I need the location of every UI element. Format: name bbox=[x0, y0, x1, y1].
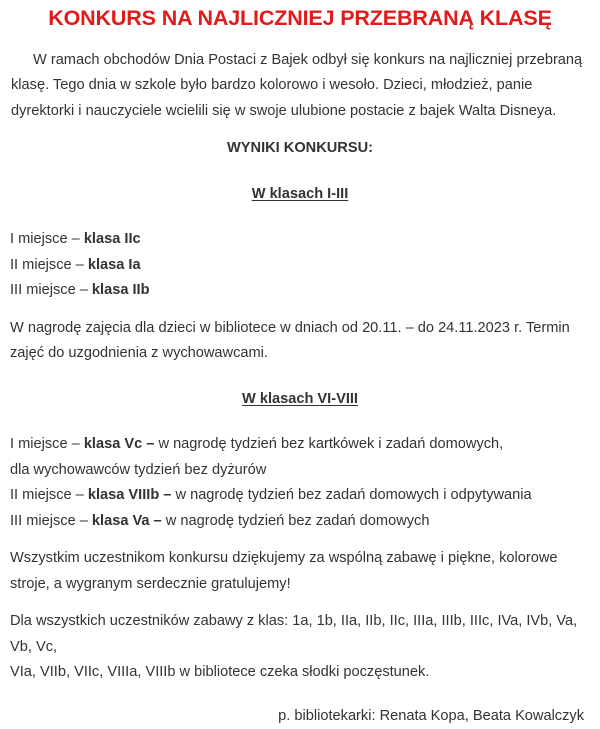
result-continuation-row bbox=[10, 458, 590, 484]
intro-paragraph: W ramach obchodów Dnia Postaci z Bajek odbył się konkurs na najliczniej przebraną klasę. Tego dnia w szkole było bardzo kolorowo i wesoło. Dzieci, młodzież, panie dyrektorki i nauczyciele wcielili się w swoje ulubione postacie z bajek Walta Disneya. bbox=[11, 51, 583, 119]
treat-line-1: Dla wszystkich uczestników zabawy z klas: 1a, 1b, IIa, IIb, IIc, IIIa, IIIb, IIIc, IVa, IVb, Va, Vb, Vc, bbox=[10, 613, 578, 655]
closing-thanks: Wszystkim uczestnikom konkursu dziękujemy za wspólną zabawę i piękne, kolorowe stroje, a wygranym serdecznie gratulujemy! bbox=[10, 550, 558, 592]
spacer bbox=[10, 412, 590, 432]
result-continuation: dla wychowawców tydzień bez dyżurów bbox=[10, 461, 267, 478]
spacer bbox=[10, 162, 590, 182]
spacer bbox=[10, 534, 590, 546]
result-place: III miejsce – bbox=[10, 282, 92, 299]
result-detail: w nagrodę tydzień bez zadań domowych i odpytywania bbox=[175, 487, 532, 504]
section-heading-secondary bbox=[10, 387, 590, 413]
result-class: klasa Vc – bbox=[83, 436, 159, 453]
result-row bbox=[10, 278, 590, 304]
result-row bbox=[10, 509, 590, 535]
spacer bbox=[10, 367, 590, 387]
section-heading-primary bbox=[10, 182, 590, 208]
result-row bbox=[10, 432, 590, 458]
section-heading-primary-text: W klasach I-III bbox=[251, 185, 349, 202]
result-class: klasa Va – bbox=[91, 512, 166, 529]
spacer bbox=[10, 207, 590, 227]
result-row bbox=[10, 253, 590, 279]
results-list-secondary bbox=[10, 432, 590, 534]
spacer bbox=[10, 124, 590, 136]
result-class: klasa IIb bbox=[91, 282, 150, 299]
result-detail: w nagrodę tydzień bez kartkówek i zadań domowych, bbox=[158, 436, 504, 453]
result-place: II miejsce – bbox=[10, 487, 88, 504]
result-class: klasa IIc bbox=[83, 231, 141, 248]
result-place: I miejsce – bbox=[10, 231, 84, 248]
spacer bbox=[10, 597, 590, 609]
treat-line-2: VIa, VIIb, VIIc, VIIIa, VIIIb w bibliotece czeka słodki poczęstunek. bbox=[10, 664, 430, 681]
results-list-primary bbox=[10, 227, 590, 304]
result-detail: w nagrodę tydzień bez zadań domowych bbox=[165, 512, 430, 529]
result-class: klasa Ia bbox=[87, 256, 141, 273]
signature-line: p. bibliotekarki: Renata Kopa, Beata Kowalczyk bbox=[278, 707, 584, 724]
spacer bbox=[10, 304, 590, 316]
result-place: III miejsce – bbox=[10, 512, 92, 529]
primary-prize-note: W nagrodę zajęcia dla dzieci w bibliotece w dniach od 20.11. – do 24.11.2023 r. Termin zajęć do uzgodnienia z wychowawcami. bbox=[10, 319, 570, 362]
result-row bbox=[10, 227, 590, 253]
result-place: II miejsce – bbox=[10, 256, 88, 273]
results-heading: WYNIKI KONKURSU: bbox=[227, 140, 373, 157]
result-class: klasa VIIIb – bbox=[87, 487, 176, 504]
result-place: I miejsce – bbox=[10, 436, 84, 453]
page-title: KONKURS NA NAJLICZNIEJ PRZEBRANĄ KLASĘ bbox=[48, 6, 552, 30]
result-row bbox=[10, 483, 590, 509]
section-heading-secondary-text: W klasach VI-VIII bbox=[242, 390, 358, 407]
